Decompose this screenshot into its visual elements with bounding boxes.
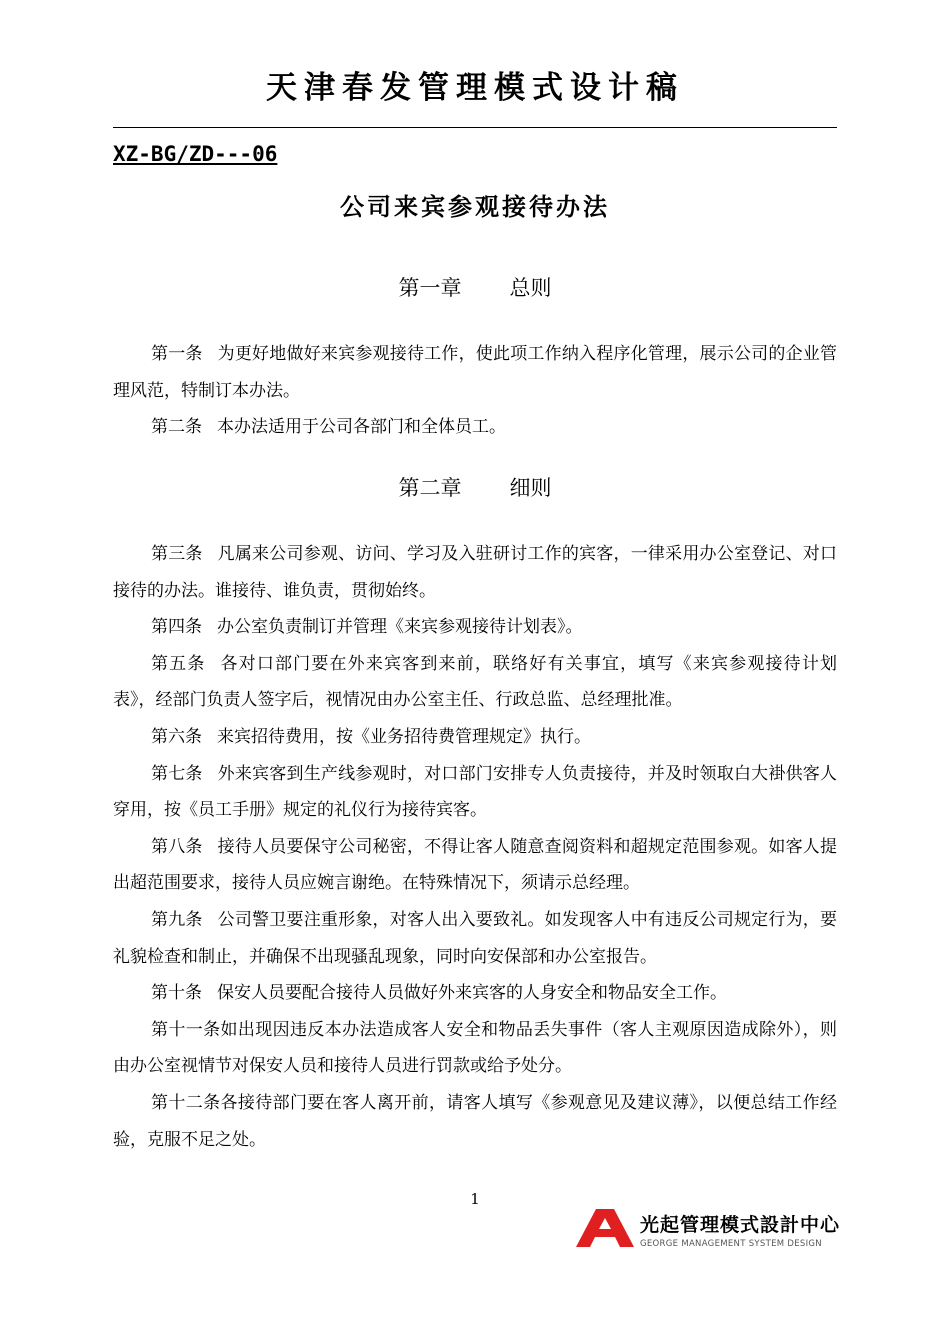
- article-text: 本办法适用于公司各部门和全体员工。: [217, 417, 506, 438]
- chapter-number: 第二章: [398, 476, 462, 500]
- article-text: 接待人员要保守公司秘密，不得让客人随意查阅资料和超规定范围参观。如客人提出超范围要求，接待人员应婉言谢绝。在特殊情况下，须请示总经理。: [113, 836, 838, 894]
- article-text: 为更好地做好来宾参观接待工作，使此项工作纳入程序化管理，展示公司的企业管理风范，特制订本办法。: [113, 344, 838, 401]
- article-text: 办公室负责制订并管理《来宾参观接待计划表》。: [217, 617, 583, 638]
- article-number: 第三条: [151, 544, 203, 564]
- article-text: 外来宾客到生产线参观时，对口部门安排专人负责接待，并及时领取白大褂供客人穿用，按《员工手册》规定的礼仪行为接待宾客。: [113, 763, 838, 821]
- article-number: 第九条: [151, 909, 203, 930]
- chapter-heading: [0, 273, 950, 303]
- article-number: 第二条: [151, 417, 202, 438]
- article-number: 第十一条: [151, 1019, 221, 1040]
- article-text: 各对口部门要在外来宾客到来前，联络好有关事宜，填写《来宾参观接待计划表》，经部门负责人签字后，视情况由办公室主任、行政总监、总经理批准。: [113, 653, 837, 711]
- article-text: 来宾招待费用，按《业务招待费管理规定》执行。: [217, 726, 591, 747]
- logo-a-mark-icon: [576, 1209, 634, 1247]
- chapter-section: [113, 336, 837, 446]
- chapter-name: 细则: [509, 476, 552, 500]
- company-logo: [576, 1209, 841, 1253]
- article-text: 凡属来公司参观、访问、学习及入驻研讨工作的宾客，一律采用办公室登记、对口接待的办法。谁接待、谁负责，贯彻始终。: [113, 544, 838, 601]
- article-number: 第六条: [151, 726, 202, 747]
- logo-name-en: GEORGE MANAGEMENT SYSTEM DESIGN: [640, 1239, 822, 1249]
- chapter-number: 第一章: [398, 276, 462, 300]
- article: [113, 975, 837, 1012]
- article-number: 第十二条: [151, 1092, 221, 1113]
- article-number: 第十条: [151, 983, 202, 1004]
- article-text: 保安人员要配合接待人员做好外来宾客的人身安全和物品安全工作。: [217, 983, 727, 1004]
- article: [113, 609, 837, 646]
- page-number: 1: [470, 1190, 480, 1208]
- article-text: 如出现因违反本办法造成客人安全和物品丢失事件（客人主观原因造成除外），则由办公室视情节对保安人员和接待人员进行罚款或给予处分。: [113, 1019, 838, 1077]
- article-number: 第八条: [151, 836, 203, 857]
- article: [113, 1012, 837, 1085]
- logo-name-cn: 光起管理模式設計中心: [640, 1214, 841, 1236]
- article: [113, 409, 837, 446]
- article: [113, 719, 837, 756]
- header-title: 天津春发管理模式设计稿: [266, 70, 684, 106]
- article-number: 第五条: [151, 653, 206, 674]
- header-rule: [113, 127, 837, 128]
- article-text: 各接待部门要在客人离开前，请客人填写《参观意见及建议薄》，以便总结工作经验，克服不足之处。: [113, 1092, 838, 1150]
- article: [113, 336, 837, 409]
- article-text: 公司警卫要注重形象，对客人出入要致礼。如发现客人中有违反公司规定行为，要礼貌检查和制止，并确保不出现骚乱现象，同时向安保部和办公室报告。: [113, 909, 838, 967]
- article: [113, 1085, 837, 1158]
- doc-code: XZ-BG/ZD---06: [113, 142, 278, 166]
- article-number: 第四条: [151, 617, 202, 638]
- article-number: 第一条: [151, 344, 203, 364]
- article: [113, 646, 837, 719]
- article: [113, 756, 837, 829]
- chapter-name: 总则: [509, 276, 552, 300]
- article: [113, 829, 837, 902]
- document-title: 公司来宾参观接待办法: [340, 193, 610, 221]
- chapter-section: [113, 536, 837, 1158]
- chapter-heading: [0, 473, 950, 503]
- article: [113, 902, 837, 975]
- article-number: 第七条: [151, 763, 203, 784]
- article: [113, 536, 837, 609]
